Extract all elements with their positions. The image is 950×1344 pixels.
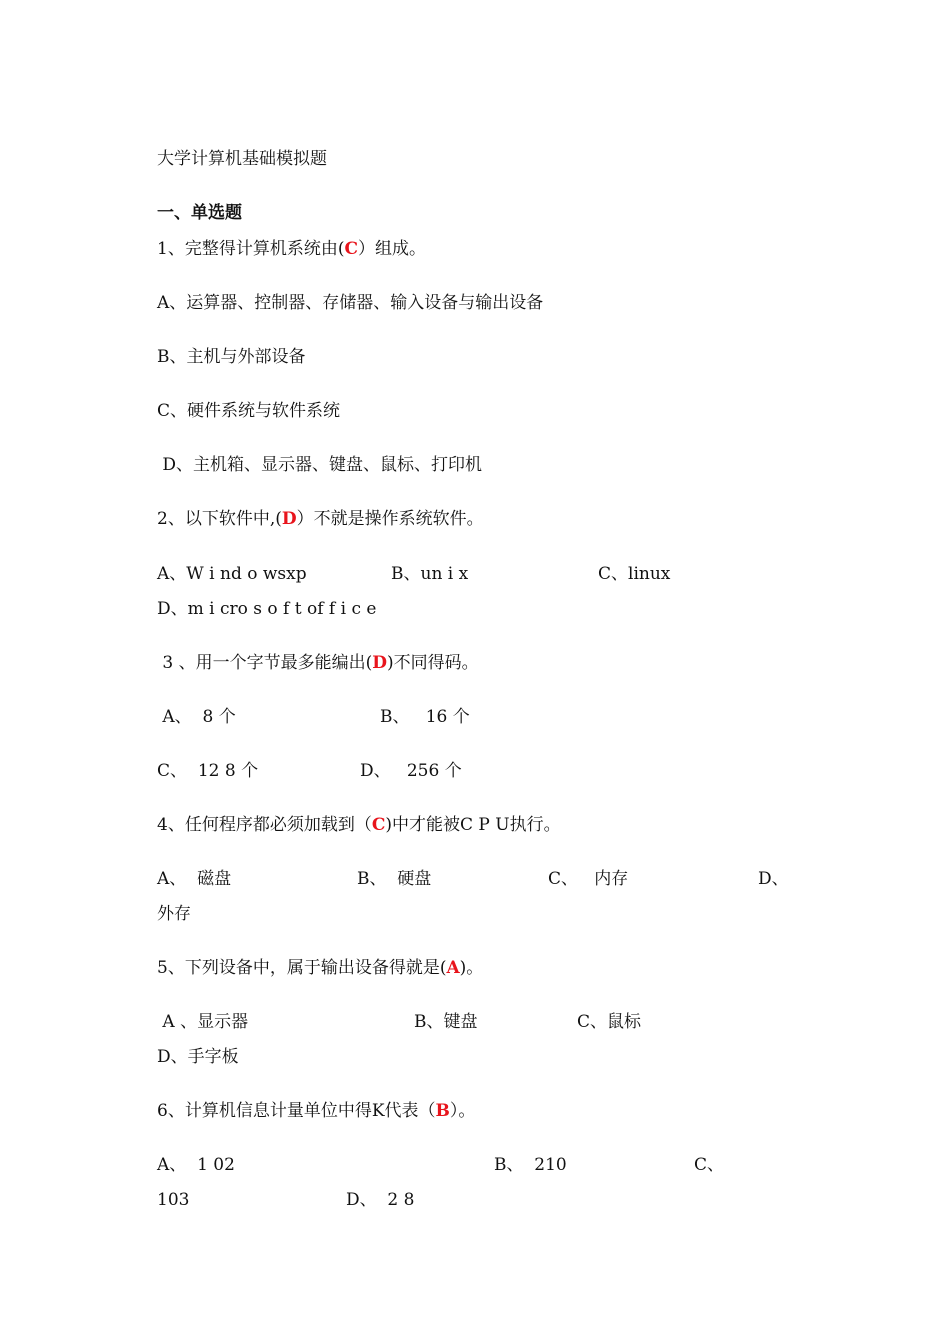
q3-option-a: A、 8 个 xyxy=(157,707,236,727)
question-2-text: 2、以下软件中,( xyxy=(157,509,282,529)
q4-option-a: A、 磁盘 xyxy=(157,869,232,889)
question-4-answer: C xyxy=(371,815,386,835)
question-1 xyxy=(157,238,426,260)
q6-option-b: B、 210 xyxy=(494,1155,567,1175)
q6-option-a: A、 1 02 xyxy=(157,1155,235,1175)
q1-option-d: D、主机箱、显示器、键盘、鼠标、打印机 xyxy=(157,455,483,475)
question-3-answer: D xyxy=(372,653,388,673)
question-4-text-end: )中才能被C P U执行。 xyxy=(385,815,561,835)
q3-option-d: D、 256 个 xyxy=(360,761,462,781)
question-3 xyxy=(157,652,479,674)
q5-option-a: A 、显示器 xyxy=(157,1012,249,1032)
question-3-text: 3 、用一个字节最多能编出( xyxy=(157,653,373,673)
q2-option-a: A、W i nd o wsxp xyxy=(157,564,307,584)
q3-option-c: C、 12 8 个 xyxy=(157,761,259,781)
section-heading: 一、单选题 xyxy=(157,203,242,223)
q4-option-d-text: 外存 xyxy=(157,904,191,924)
question-1-text: 1、完整得计算机系统由( xyxy=(157,239,345,259)
question-1-answer: C xyxy=(344,239,358,259)
question-6-answer: B xyxy=(435,1101,450,1121)
q6-option-d: D、 2 8 xyxy=(346,1190,415,1210)
question-5-text: 5、下列设备中，属于输出设备得就是( xyxy=(157,958,447,978)
q1-option-a: A、运算器、控制器、存储器、输入设备与输出设备 xyxy=(157,293,544,313)
q5-option-c: C、鼠标 xyxy=(577,1012,642,1032)
question-6-text-end: ）。 xyxy=(449,1101,476,1121)
q1-option-c: C、硬件系统与软件系统 xyxy=(157,401,341,421)
q4-option-d-label: D、 xyxy=(758,869,789,889)
question-4-text: 4、任何程序都必须加载到（ xyxy=(157,815,372,835)
q6-option-c-text: 103 xyxy=(157,1190,190,1210)
question-6-text: 6、计算机信息计量单位中得K代表（ xyxy=(157,1101,436,1121)
q2-option-b: B、un i x xyxy=(391,564,469,584)
q5-option-d: D、手字板 xyxy=(157,1047,239,1067)
question-3-text-end: )不同得码。 xyxy=(387,653,479,673)
question-5 xyxy=(157,957,483,979)
q2-option-d: D、m i cro s o f t of f i c e xyxy=(157,599,377,619)
question-2-text-end: ）不就是操作系统软件。 xyxy=(296,509,484,529)
q5-option-b: B、键盘 xyxy=(414,1012,478,1032)
q1-option-b: B、主机与外部设备 xyxy=(157,347,306,367)
question-1-text-end: ）组成。 xyxy=(357,239,426,259)
q6-option-c-label: C、 xyxy=(694,1155,725,1175)
doc-title: 大学计算机基础模拟题 xyxy=(157,149,327,169)
question-2-answer: D xyxy=(281,509,297,529)
question-2 xyxy=(157,508,484,530)
question-5-answer: A xyxy=(446,958,460,978)
question-4 xyxy=(157,814,561,836)
q4-option-c: C、 内存 xyxy=(548,869,629,889)
question-5-text-end: )。 xyxy=(459,958,484,978)
q4-option-b: B、 硬盘 xyxy=(357,869,432,889)
question-6 xyxy=(157,1100,475,1122)
q2-option-c: C、linux xyxy=(598,564,671,584)
q3-option-b: B、 16 个 xyxy=(380,707,470,727)
